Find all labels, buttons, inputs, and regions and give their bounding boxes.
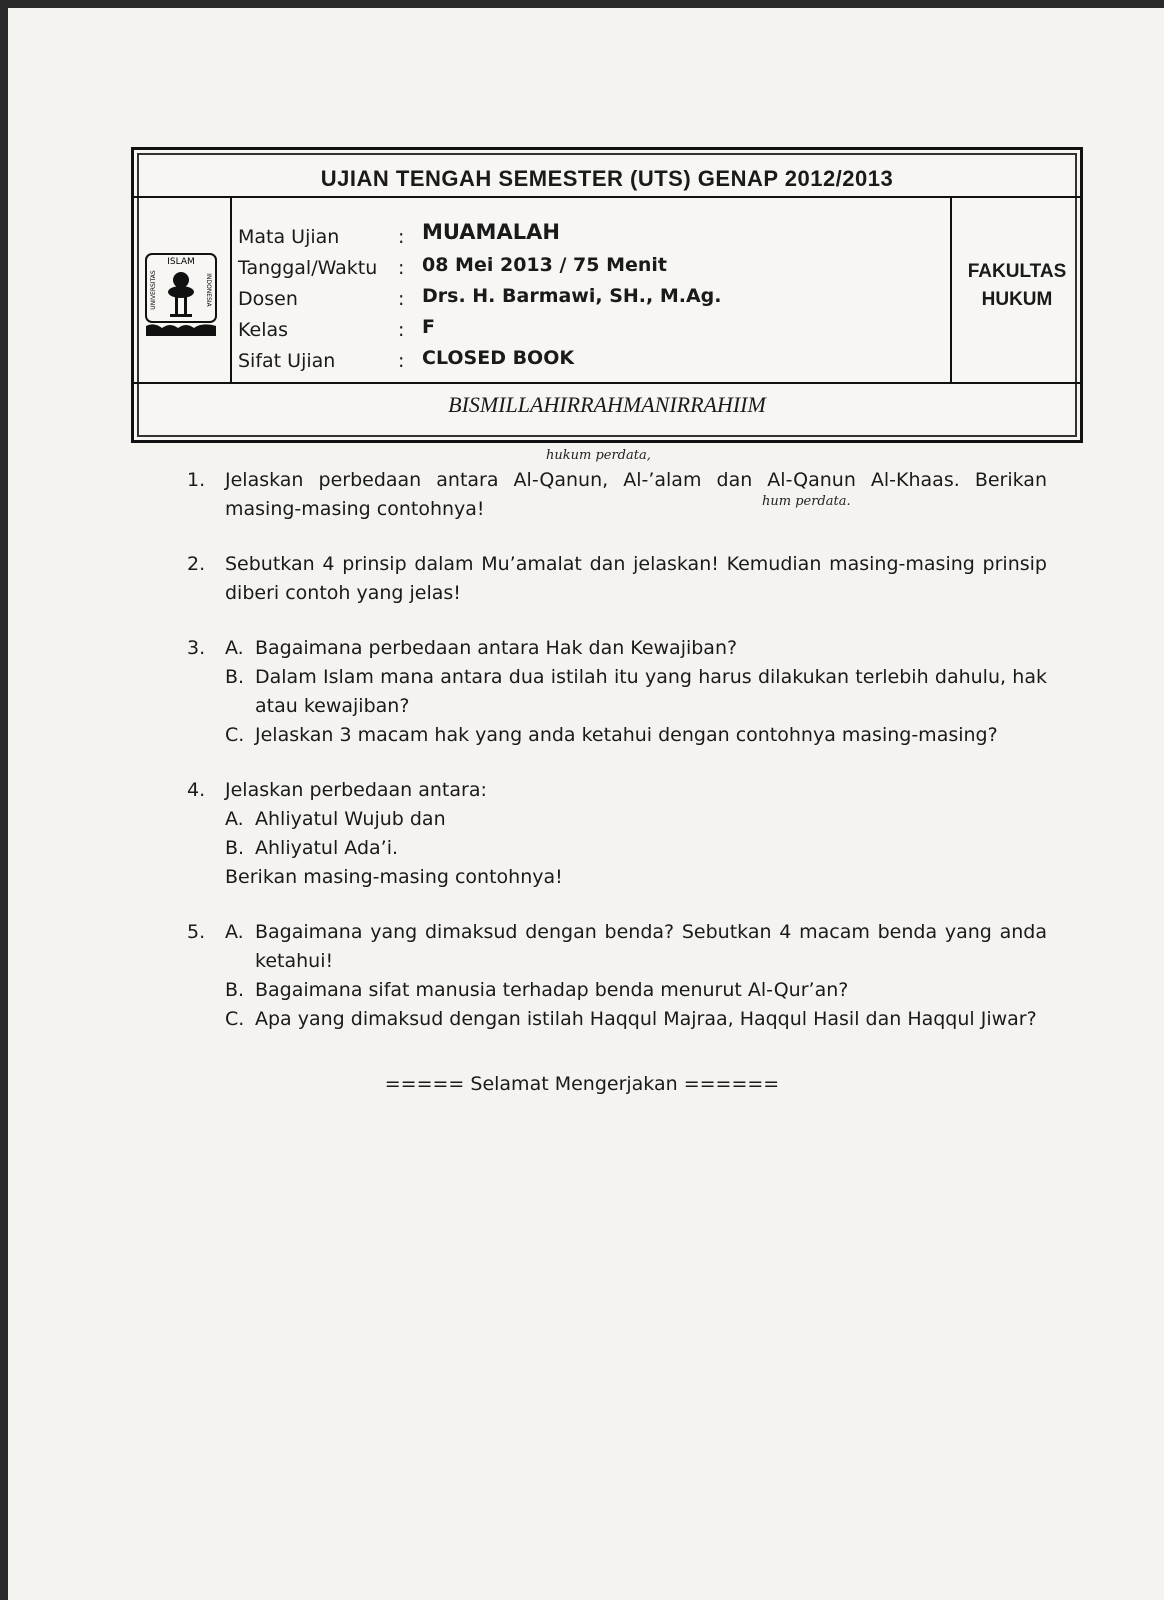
faculty-name <box>952 258 1082 314</box>
info-colon: : <box>398 288 405 310</box>
bismillah-line: BISMILLAHIRRAHMANIRRAHIIM <box>448 392 766 417</box>
question-3c <box>225 721 1047 750</box>
question-4a <box>225 805 1047 834</box>
info-value-date: 08 Mei 2013 / 75 Menit <box>422 254 667 276</box>
info-label: Sifat Ujian <box>238 350 336 372</box>
info-colon: : <box>398 257 405 279</box>
sub-letter: C. <box>225 724 245 746</box>
sub-letter: B. <box>225 666 245 688</box>
info-value-subject: MUAMALAH <box>422 220 560 244</box>
sub-text: Dalam Islam mana antara dua istilah itu yang harus dilakukan terlebih dahulu, hak atau kewajiban? <box>255 666 1047 717</box>
svg-text:ISLAM: ISLAM <box>167 257 195 267</box>
question-5a <box>225 918 1047 976</box>
question-number: 4. <box>187 779 206 801</box>
info-value-class: F <box>422 316 435 338</box>
sub-text: Bagaimana yang dimaksud dengan benda? Sebutkan 4 macam benda yang anda ketahui! <box>255 921 1047 972</box>
question-number: 1. <box>187 469 206 491</box>
question-number: 5. <box>187 921 206 943</box>
closing-line: ===== Selamat Mengerjakan ====== <box>384 1073 780 1095</box>
sub-letter: A. <box>225 637 244 659</box>
exam-header-box <box>131 147 1083 443</box>
header-divider-left <box>230 196 232 382</box>
question-list <box>187 466 1047 1060</box>
scan-edge-top <box>0 0 1164 8</box>
question-3b <box>225 663 1047 721</box>
question-1 <box>187 466 1047 524</box>
question-text: Sebutkan 4 prinsip dalam Mu’amalat dan jelaskan! Kemudian masing-masing prinsip diberi contoh yang jelas! <box>225 553 1047 604</box>
header-divider-bottom <box>134 382 1080 384</box>
exam-title: UJIAN TENGAH SEMESTER (UTS) GENAP 2012/2013 <box>320 166 894 191</box>
sub-letter: A. <box>225 808 244 830</box>
svg-text:INDONESIA: INDONESIA <box>205 273 212 307</box>
question-5c <box>225 1005 1047 1034</box>
question-number: 3. <box>187 637 206 659</box>
scan-edge-left <box>0 0 8 1600</box>
question-text: Jelaskan perbedaan antara Al-Qanun, Al-’alam dan Al-Qanun Al-Khaas. Berikan masing-masing contohnya! <box>225 469 1047 520</box>
info-label: Kelas <box>238 319 289 341</box>
question-number: 2. <box>187 553 206 575</box>
info-label: Tanggal/Waktu <box>238 257 378 279</box>
info-colon: : <box>398 319 405 341</box>
sub-letter: B. <box>225 837 245 859</box>
question-3a <box>225 634 1047 663</box>
sub-text: Ahliyatul Wujub dan <box>255 808 446 830</box>
question-4b <box>225 834 1047 863</box>
question-4-outro: Berikan masing-masing contohnya! <box>225 866 563 888</box>
svg-text:UNIVERSITAS: UNIVERSITAS <box>150 270 157 310</box>
sub-letter: B. <box>225 979 245 1001</box>
header-divider-top <box>134 196 1080 198</box>
question-5b <box>225 976 1047 1005</box>
faculty-line2: HUKUM <box>981 289 1053 310</box>
sub-letter: C. <box>225 1008 245 1030</box>
info-label: Mata Ujian <box>238 226 340 248</box>
handwritten-note-2: hum perdata. <box>762 494 851 509</box>
question-4 <box>187 776 1047 892</box>
sub-text: Bagaimana perbedaan antara Hak dan Kewajiban? <box>255 637 738 659</box>
sub-letter: A. <box>225 921 244 943</box>
question-4-intro: Jelaskan perbedaan antara: <box>225 779 487 801</box>
info-label: Dosen <box>238 288 298 310</box>
question-5 <box>187 918 1047 1034</box>
handwritten-note-1: hukum perdata, <box>546 448 651 463</box>
info-value-lecturer: Drs. H. Barmawi, SH., M.Ag. <box>422 285 722 307</box>
university-logo <box>142 250 220 340</box>
sub-text: Jelaskan 3 macam hak yang anda ketahui dengan contohnya masing-masing? <box>255 724 998 746</box>
question-2 <box>187 550 1047 608</box>
sub-text: Ahliyatul Ada’i. <box>255 837 399 859</box>
info-colon: : <box>398 350 405 372</box>
info-colon: : <box>398 226 405 248</box>
faculty-line1: FAKULTAS <box>967 261 1067 282</box>
question-3 <box>187 634 1047 750</box>
info-value-exam-type: CLOSED BOOK <box>422 347 575 369</box>
sub-text: Apa yang dimaksud dengan istilah Haqqul Majraa, Haqqul Hasil dan Haqqul Jiwar? <box>255 1008 1037 1030</box>
sub-text: Bagaimana sifat manusia terhadap benda menurut Al-Qur’an? <box>255 979 849 1001</box>
